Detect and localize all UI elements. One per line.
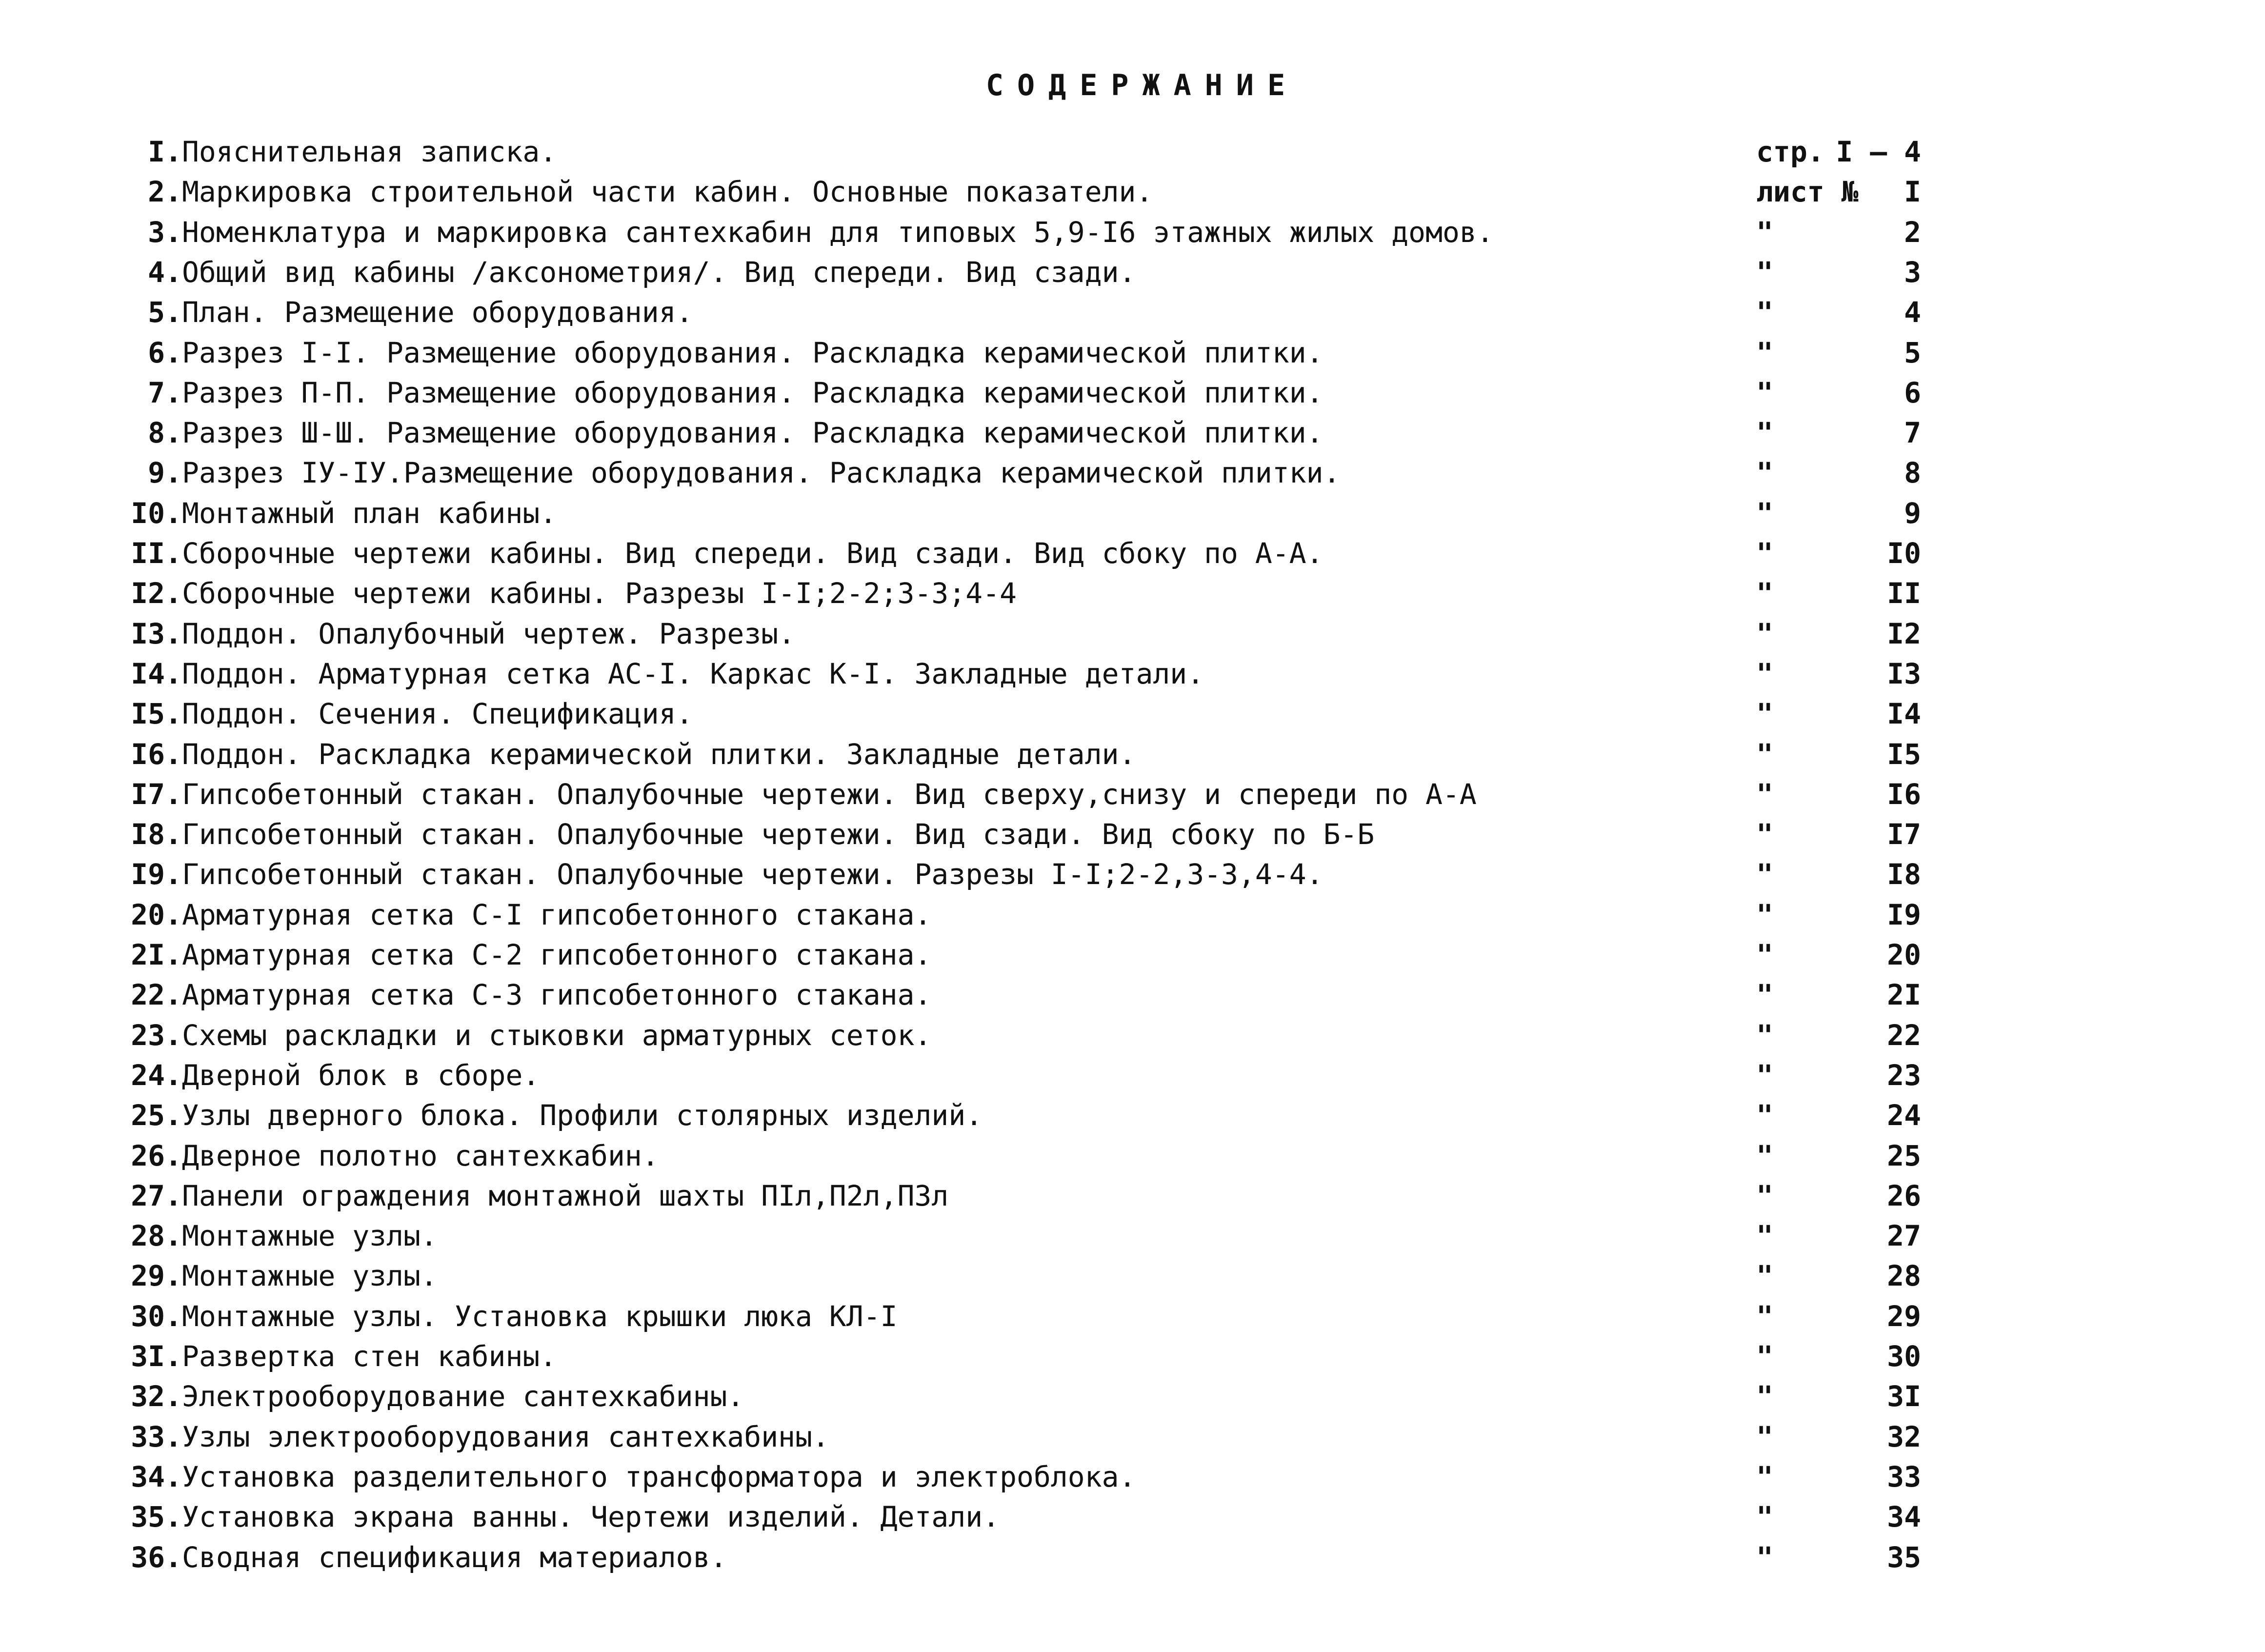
toc-entry [0,1055,2265,1095]
toc-entry [0,935,2265,975]
entry-reference: " [1756,1058,1773,1092]
entry-number: I3. [131,617,182,650]
entry-title: Установка экрана ванны. Чертежи изделий. Детали. [182,1500,1000,1534]
entry-number: 2I. [131,938,182,971]
entry-page-number: 35 [1887,1540,1921,1574]
entry-page-number: I8 [1887,858,1921,891]
entry-title: Поддон. Арматурная сетка АС-I. Каркас К-I. Закладные детали. [182,657,1204,690]
entry-title: Разрез I-I. Размещение оборудования. Раскладка керамической плитки. [182,336,1323,369]
entry-title: Арматурная сетка С-3 гипсобетонного стакана. [182,978,932,1012]
entry-title: Схемы раскладки и стыковки арматурных сеток. [182,1018,932,1052]
toc-entry [0,694,2265,734]
entry-number: 5. [148,296,182,329]
entry-title: Разрез Ш-Ш. Размещение оборудования. Раскладка керамической плитки. [182,416,1323,450]
entry-title: Сборочные чертежи кабины. Разрезы I-I;2-2;3-3;4-4 [182,577,1017,610]
entry-title: Маркировка строительной части кабин. Основные показатели. [182,175,1153,209]
entry-page-number: 32 [1887,1420,1921,1453]
entry-reference: лист № [1756,175,1859,209]
entry-number: 23. [131,1018,182,1052]
entry-page-number: I – 4 [1836,135,1921,168]
entry-title: Разрез П-П. Размещение оборудования. Раскладка керамической плитки. [182,376,1323,409]
page-title: СОДЕРЖАНИЕ [985,68,1299,102]
entry-reference: " [1756,537,1773,570]
entry-title: Дверной блок в сборе. [182,1058,540,1092]
toc-entry [0,1336,2265,1376]
entry-reference: " [1756,376,1773,409]
entry-number: 3I. [131,1340,182,1373]
toc-entry [0,172,2265,212]
entry-number: I5. [131,697,182,731]
entry-reference: " [1756,978,1773,1012]
entry-reference: " [1756,938,1773,971]
toc-entry [0,1537,2265,1577]
toc-entry [0,854,2265,894]
entry-reference: " [1756,255,1773,289]
toc-entry [0,1136,2265,1176]
entry-page-number: 33 [1887,1460,1921,1493]
toc-entry [0,1176,2265,1216]
toc-entry [0,1457,2265,1497]
entry-number: 36. [131,1540,182,1574]
entry-number: II. [131,537,182,570]
entry-reference: " [1756,898,1773,931]
entry-number: I. [148,135,182,168]
entry-reference: " [1756,1500,1773,1534]
entry-reference: " [1756,777,1773,811]
entry-number: 27. [131,1179,182,1212]
entry-page-number: I7 [1887,818,1921,851]
toc-entry [0,212,2265,252]
entry-reference: " [1756,296,1773,329]
entry-page-number: I [1904,175,1921,209]
entry-title: Разрез IУ-IУ.Размещение оборудования. Раскладка керамической плитки. [182,456,1341,490]
toc-entry [0,614,2265,654]
toc-entry [0,132,2265,172]
entry-page-number: I2 [1887,617,1921,650]
entry-page-number: 23 [1887,1058,1921,1092]
entry-title: Общий вид кабины /аксонометрия/. Вид спереди. Вид сзади. [182,255,1136,289]
entry-reference: " [1756,818,1773,851]
entry-page-number: I0 [1887,537,1921,570]
toc-entry [0,1256,2265,1296]
entry-number: 25. [131,1099,182,1132]
entry-page-number: II [1887,577,1921,610]
entry-title: Гипсобетонный стакан. Опалубочные чертежи. Вид сверху,снизу и спереди по А-А [182,777,1477,811]
toc-entry [0,1095,2265,1135]
toc-entry [0,1216,2265,1256]
entry-reference: " [1756,697,1773,731]
entry-number: 30. [131,1299,182,1333]
entry-number: 29. [131,1259,182,1293]
entry-number: 26. [131,1139,182,1172]
toc-entry [0,1015,2265,1055]
entry-page-number: 2I [1887,978,1921,1012]
entry-title: Узлы электрооборудования сантехкабины. [182,1420,829,1453]
entry-number: 8. [148,416,182,450]
entry-reference: " [1756,1299,1773,1333]
toc-entry [0,413,2265,453]
entry-number: 7. [148,376,182,409]
entry-reference: " [1756,456,1773,490]
toc-entry [0,975,2265,1015]
entry-title: Номенклатура и маркировка сантехкабин для типовых 5,9-I6 этажных жилых домов. [182,215,1494,249]
entry-reference: " [1756,1099,1773,1132]
entry-page-number: I5 [1887,737,1921,771]
entry-reference: " [1756,657,1773,690]
entry-number: 20. [131,898,182,931]
entry-title: План. Размещение оборудования. [182,296,693,329]
entry-reference: " [1756,1420,1773,1453]
entry-page-number: 3 [1904,255,1921,289]
entry-reference: " [1756,1540,1773,1574]
entry-page-number: 6 [1904,376,1921,409]
toc-entry [0,333,2265,373]
entry-number: 32. [131,1380,182,1413]
entry-reference: " [1756,416,1773,450]
entry-page-number: 28 [1887,1259,1921,1293]
entry-reference: " [1756,1179,1773,1212]
entry-title: Монтажные узлы. [182,1219,438,1253]
entry-reference: " [1756,336,1773,369]
entry-title: Монтажный план кабины. [182,496,557,530]
entry-page-number: 30 [1887,1340,1921,1373]
entry-number: I9. [131,858,182,891]
entry-title: Пояснительная записка. [182,135,557,168]
entry-title: Дверное полотно сантехкабин. [182,1139,659,1172]
entry-number: I6. [131,737,182,771]
entry-reference: " [1756,577,1773,610]
entry-title: Поддон. Сечения. Спецификация. [182,697,693,731]
entry-title: Сводная спецификация материалов. [182,1540,727,1574]
entry-title: Монтажные узлы. Установка крышки люка КЛ-I [182,1299,898,1333]
toc-entry [0,1497,2265,1537]
entry-number: 4. [148,255,182,289]
entry-reference: " [1756,737,1773,771]
toc-entry [0,1417,2265,1457]
entry-title: Монтажные узлы. [182,1259,438,1293]
entry-number: 3. [148,215,182,249]
toc-entry [0,533,2265,573]
entry-reference: " [1756,1460,1773,1493]
entry-reference: " [1756,1139,1773,1172]
entry-page-number: 8 [1904,456,1921,490]
entry-number: 6. [148,336,182,369]
entry-number: I0. [131,496,182,530]
toc-entry [0,895,2265,935]
entry-number: 2. [148,175,182,209]
toc-entry [0,252,2265,292]
entry-page-number: 20 [1887,938,1921,971]
entry-reference: " [1756,215,1773,249]
entry-number: I4. [131,657,182,690]
entry-number: I2. [131,577,182,610]
entry-page-number: 25 [1887,1139,1921,1172]
toc-entry [0,1376,2265,1416]
entry-number: 35. [131,1500,182,1534]
entry-title: Арматурная сетка С-I гипсобетонного стакана. [182,898,932,931]
entry-page-number: 22 [1887,1018,1921,1052]
entry-title: Гипсобетонный стакан. Опалубочные чертежи. Разрезы I-I;2-2,3-3,4-4. [182,858,1323,891]
toc-entry [0,573,2265,613]
entry-reference: " [1756,617,1773,650]
entry-title: Развертка стен кабины. [182,1340,557,1373]
entry-page-number: 9 [1904,496,1921,530]
entry-title: Гипсобетонный стакан. Опалубочные чертежи. Вид сзади. Вид сбоку по Б-Б [182,818,1375,851]
entry-title: Поддон. Опалубочный чертеж. Разрезы. [182,617,796,650]
entry-page-number: I6 [1887,777,1921,811]
entry-title: Арматурная сетка С-2 гипсобетонного стакана. [182,938,932,971]
entry-number: 9. [148,456,182,490]
entry-number: I7. [131,777,182,811]
entry-reference: " [1756,1018,1773,1052]
entry-page-number: 34 [1887,1500,1921,1534]
entry-page-number: 7 [1904,416,1921,450]
entry-page-number: 3I [1887,1380,1921,1413]
entry-reference: " [1756,858,1773,891]
toc-entry [0,1296,2265,1336]
entry-page-number: 27 [1887,1219,1921,1253]
entry-title: Панели ограждения монтажной шахты ПIл,П2л,П3л [182,1179,949,1212]
entry-number: 34. [131,1460,182,1493]
toc-entry [0,373,2265,413]
entry-page-number: 5 [1904,336,1921,369]
entry-number: 33. [131,1420,182,1453]
entry-reference: " [1756,496,1773,530]
entry-title: Поддон. Раскладка керамической плитки. Закладные детали. [182,737,1136,771]
entry-page-number: I4 [1887,697,1921,731]
entry-number: 24. [131,1058,182,1092]
entry-number: I8. [131,818,182,851]
entry-title: Электрооборудование сантехкабины. [182,1380,744,1413]
entry-title: Узлы дверного блока. Профили столярных изделий. [182,1099,983,1132]
entry-reference: " [1756,1380,1773,1413]
entry-reference: " [1756,1219,1773,1253]
toc-entry [0,774,2265,814]
entry-reference: стр. [1756,135,1824,168]
toc-entry [0,292,2265,332]
entry-number: 28. [131,1219,182,1253]
entry-reference: " [1756,1259,1773,1293]
entry-title: Сборочные чертежи кабины. Вид спереди. Вид сзади. Вид сбоку по А-А. [182,537,1323,570]
toc-entry [0,453,2265,493]
entry-reference: " [1756,1340,1773,1373]
toc-entry [0,734,2265,774]
entry-page-number: 26 [1887,1179,1921,1212]
entry-page-number: 2 [1904,215,1921,249]
entry-page-number: 24 [1887,1099,1921,1132]
entry-page-number: 29 [1887,1299,1921,1333]
toc-entry [0,493,2265,533]
entry-page-number: 4 [1904,296,1921,329]
entry-title: Установка разделительного трансформатора и электроблока. [182,1460,1136,1493]
entry-page-number: I3 [1887,657,1921,690]
entry-number: 22. [131,978,182,1012]
entry-page-number: I9 [1887,898,1921,931]
toc-entry [0,814,2265,854]
toc-entry [0,654,2265,694]
